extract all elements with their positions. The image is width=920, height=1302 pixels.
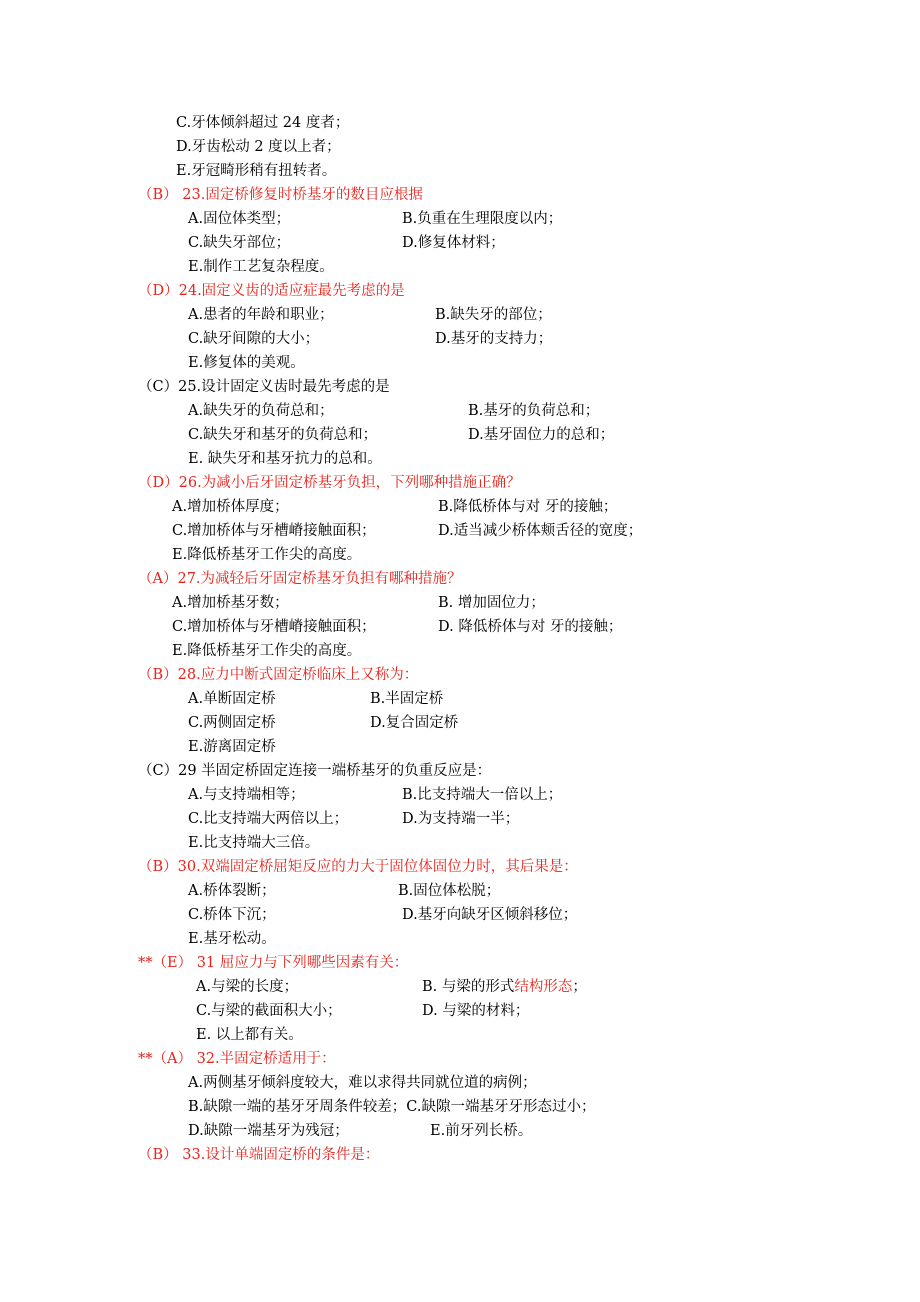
option-a: A.两侧基牙倾斜度较大，难以求得共同就位道的病例； xyxy=(188,1075,537,1091)
option-b-prefix: B. 与梁的形式 xyxy=(422,979,515,995)
option-a: A.缺失牙的负荷总和； xyxy=(188,403,334,419)
option-b: B.固位体松脱； xyxy=(398,883,501,899)
question-30-stem: （B）30.双端固定桥屈矩反应的力大于固位体固位力时，其后果是： xyxy=(138,859,578,875)
option-c: C.缺牙间隙的大小； xyxy=(188,331,320,347)
option-a: A.固位体类型； xyxy=(188,211,291,227)
option-b: B.降低桥体与对 牙的接触； xyxy=(438,499,618,515)
option-d: D.缺隙一端基牙为残冠； xyxy=(188,1123,349,1139)
question-26-stem: （D）26.为减小后牙固定桥基牙负担，下列哪种措施正确？ xyxy=(138,475,521,491)
question-27-stem: （A）27.为减轻后牙固定桥基牙负担有哪种措施？ xyxy=(138,571,462,587)
option-e: E.修复体的美观。 xyxy=(188,355,305,371)
option-b: B.比支持端大一倍以上； xyxy=(402,787,563,803)
option-c: C.缺失牙和基牙的负荷总和； xyxy=(188,427,378,443)
option-c: C.缺失牙部位； xyxy=(188,235,291,251)
option-c: C.增加桥体与牙槽嵴接触面积； xyxy=(172,619,376,635)
option-c: C.比支持端大两倍以上； xyxy=(188,811,349,827)
option-b xyxy=(422,977,587,997)
option-a: A.患者的年龄和职业； xyxy=(188,307,334,323)
option-a: A.增加桥体厚度； xyxy=(172,499,289,515)
option-a: A.增加桥基牙数； xyxy=(172,595,289,611)
option-c: C.增加桥体与牙槽嵴接触面积； xyxy=(172,523,376,539)
option-e: E.降低桥基牙工作尖的高度。 xyxy=(172,643,362,659)
option-b-suffix: ； xyxy=(572,979,587,995)
question-31-stem: **（E） 31 屈应力与下列哪些因素有关： xyxy=(138,955,409,971)
option-a: A.桥体裂断； xyxy=(188,883,276,899)
option-d: D. 降低桥体与对 牙的接触； xyxy=(438,619,623,635)
option-d: D.基牙的支持力； xyxy=(435,331,553,347)
question-28-stem: （B）28.应力中断式固定桥临床上又称为： xyxy=(138,667,419,683)
option-b: B.基牙的负荷总和； xyxy=(468,403,600,419)
option-a: A.与支持端相等； xyxy=(188,787,305,803)
option-a: A.单断固定桥 xyxy=(188,691,276,707)
option-d: D.基牙向缺牙区倾斜移位； xyxy=(402,907,578,923)
option-a: A.与梁的长度； xyxy=(196,979,299,995)
option-d: D.为支持端一半； xyxy=(402,811,520,827)
option-c: C.两侧固定桥 xyxy=(188,715,276,731)
question-32-stem: **（A） 32.半固定桥适用于： xyxy=(138,1051,336,1067)
question-24-stem: （D）24.固定义齿的适应症最先考虑的是 xyxy=(138,283,405,299)
option-b-highlight: 结构形态 xyxy=(514,979,573,995)
option-e: E. 缺失牙和基牙抗力的总和。 xyxy=(188,451,382,467)
option-c: C.与梁的截面积大小； xyxy=(196,1003,342,1019)
option-d: D. 与梁的材料； xyxy=(422,1003,530,1019)
question-25-stem: （C）25.设计固定义齿时最先考虑的是 xyxy=(138,379,390,395)
option-b: B. 增加固位力； xyxy=(438,595,545,611)
option-d: D.修复体材料； xyxy=(402,235,505,251)
option-e: E.制作工艺复杂程度。 xyxy=(188,259,334,275)
option-e: E.比支持端大三倍。 xyxy=(188,835,320,851)
option-e: E.牙冠畸形稍有扭转者。 xyxy=(176,163,337,179)
question-23-stem: （B） 23.固定桥修复时桥基牙的数目应根据 xyxy=(138,187,423,203)
question-33-stem: （B） 33.设计单端固定桥的条件是： xyxy=(138,1147,380,1163)
question-29-stem: （C）29 半固定桥固定连接一端桥基牙的负重反应是： xyxy=(138,763,492,779)
option-c: C.桥体下沉； xyxy=(188,907,276,923)
option-d: D.基牙固位力的总和； xyxy=(468,427,615,443)
option-d: D.适当减少桥体颊舌径的宽度； xyxy=(438,523,643,539)
option-b: B.缺失牙的部位； xyxy=(435,307,552,323)
option-e: E.游离固定桥 xyxy=(188,739,276,755)
option-b-c: B.缺隙一端的基牙牙周条件较差；C.缺隙一端基牙牙形态过小； xyxy=(188,1099,596,1115)
option-c: C.牙体倾斜超过 24 度者； xyxy=(176,115,350,131)
option-e: E. 以上都有关。 xyxy=(196,1027,303,1043)
option-e: E.前牙列长桥。 xyxy=(430,1123,533,1139)
option-d: D.牙齿松动 2 度以上者； xyxy=(176,139,341,155)
option-e: E.基牙松动。 xyxy=(188,931,276,947)
option-d: D.复合固定桥 xyxy=(370,715,459,731)
option-b: B.负重在生理限度以内； xyxy=(402,211,563,227)
option-b: B.半固定桥 xyxy=(370,691,444,707)
option-e: E.降低桥基牙工作尖的高度。 xyxy=(172,547,362,563)
